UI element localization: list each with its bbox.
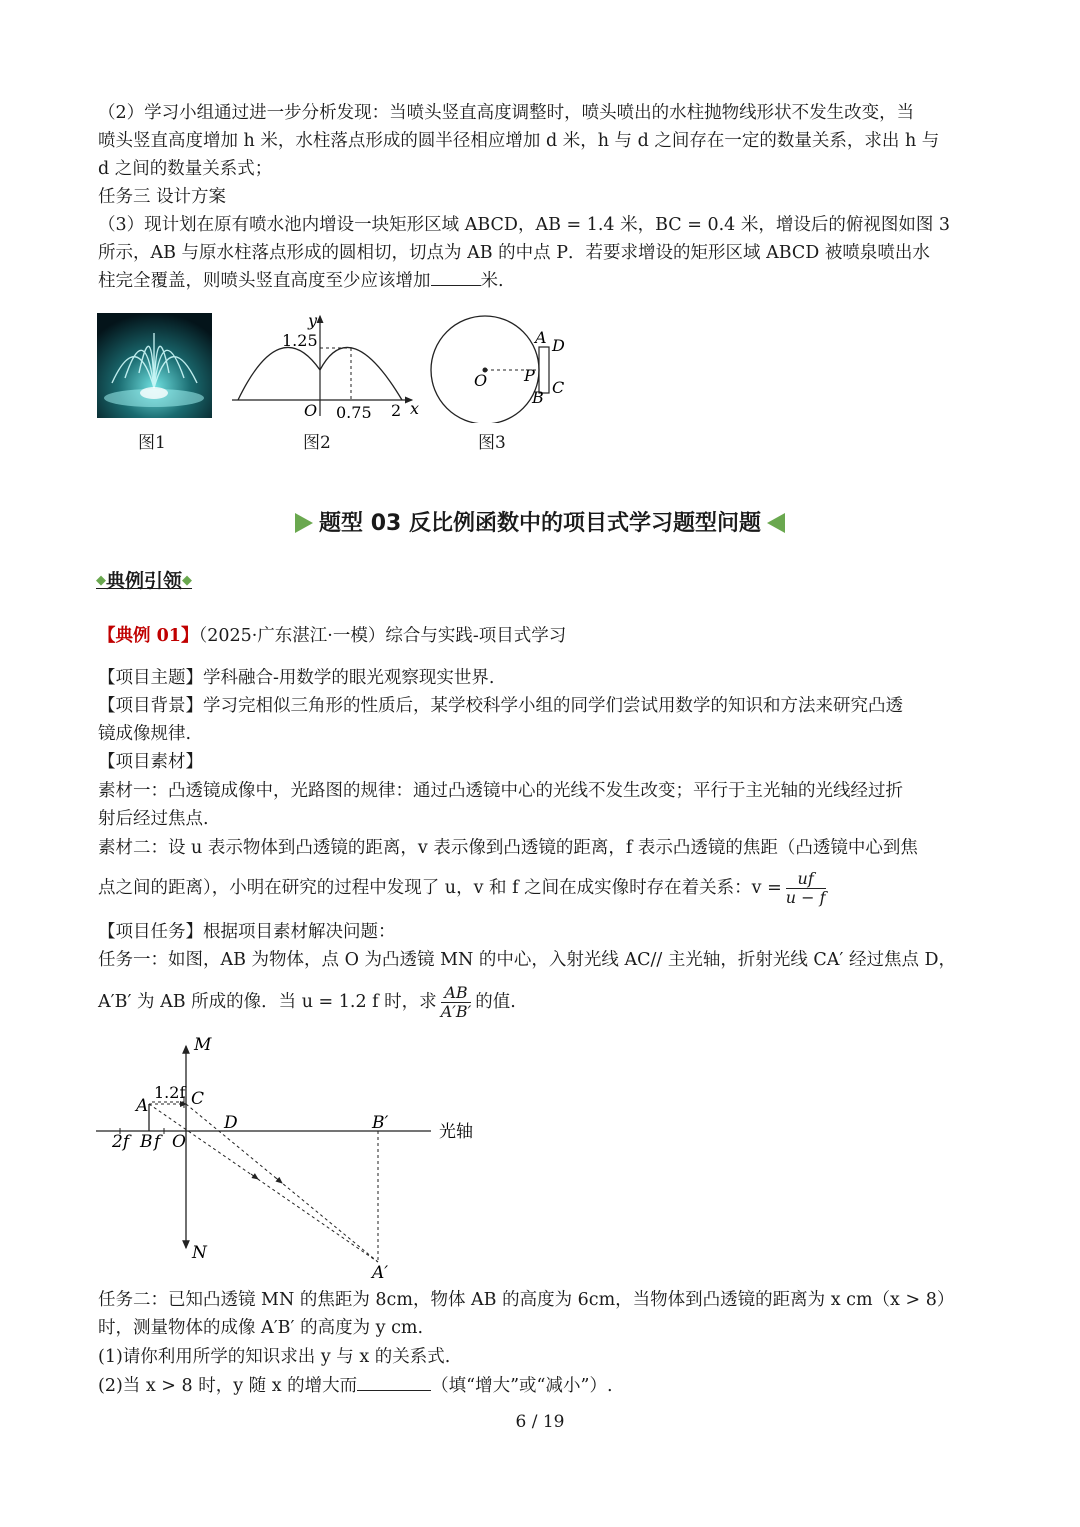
p2-line-2: 喷头竖直高度增加 h 米，水柱落点形成的圆半径相应增加 d 米，h 与 d 之间存在一定的数量关系，求出 h 与 [98,131,940,151]
label-O: O [172,1132,186,1152]
fig3-label-P: P [524,366,535,385]
lens-diagram [96,1034,496,1284]
triangle-right-icon [295,513,313,533]
fig3-label-D: D [552,336,565,355]
fig3-rectangle [539,347,549,393]
p3-line-2: 所示，AB 与原水柱落点形成的圆相切，切点为 AB 的中点 P．若要求增设的矩形区域 ABCD 被喷泉喷出水 [98,243,930,263]
example-source: （2025·广东湛江·一模）综合与实践-项目式学习 [198,626,567,646]
fig3-label-B: B [532,388,544,407]
fig2-graph [230,308,425,423]
fig3-label-O: O [474,371,488,390]
project-background-2: 镜成像规律. [98,724,192,744]
lens-formula [786,870,826,907]
material2-line-1: 素材二：设 u 表示物体到凸透镜的距离，v 表示像到凸透镜的距离，f 表示凸透镜的焦距（凸透镜中心到焦 [98,838,918,858]
project-background-1: 【项目背景】学习完相似三角形的性质后，某学校科学小组的同学们尝试用数学的知识和方法来研究凸透 [98,696,903,716]
fig2-caption: 图2 [303,433,331,453]
task3-heading: 任务三 设计方案 [98,187,227,207]
example-guide-text: 典例引领 [106,570,183,592]
label-A: A [136,1096,149,1116]
example-tag: 【典例 01】 [98,626,199,646]
project-material-head: 【项目素材】 [98,752,203,772]
label-B: B [140,1132,153,1152]
section-title [0,506,1080,537]
question-1: (1)请你利用所学的知识求出 y 与 x 的关系式. [98,1347,451,1367]
example-header [98,622,988,650]
ratio-fraction [441,984,472,1021]
p3-line-3-text: 柱完全覆盖，则喷头竖直高度至少应该增加 [98,271,431,291]
fig3-topview [426,308,576,423]
fig2-label-x2: 2 [391,401,402,420]
fig2-label-y: y [308,311,318,330]
example-guide-heading [96,566,192,593]
fig2-label-x: x [410,399,420,418]
fig2-label-x1: 0.75 [336,403,372,422]
diamond-icon: ◆ [182,573,193,588]
label-optical-axis: 光轴 [439,1122,473,1142]
label-N: N [192,1243,207,1263]
fountain-photo [97,313,212,418]
section-title-text: 题型 03 反比例函数中的项目式学习题型问题 [319,511,761,536]
task2-line-2: 时，测量物体的成像 A′B′ 的高度为 y cm. [98,1318,424,1338]
diamond-icon: ◆ [96,573,106,588]
material2-line-2-text: 点之间的距离），小明在研究的过程中发现了 u，v 和 f 之间在成实像时存在着关系：v = [98,878,782,898]
p3-line-1: （3）现计划在原有喷水池内增设一块矩形区域 ABCD，AB = 1.4 米，BC = 0.4 米，增设后的俯视图如图 3 [98,215,951,235]
lens-formula-den: u − f [785,888,826,907]
ratio-num: AB [441,984,472,1003]
label-C: C [191,1089,205,1109]
fig3-caption: 图3 [478,433,506,453]
task1-line-2-text: A′B′ 为 AB 所成的像．当 u = 1.2 f 时，求 [98,992,437,1012]
label-B-prime: B′ [372,1113,389,1133]
material2-line-2 [98,864,988,912]
fig3-label-C: C [552,378,565,397]
material1-line-1: 素材一：凸透镜成像中，光路图的规律：通过凸透镜中心的光线不发生改变；平行于主光轴的光线经过折 [98,781,903,801]
label-A-prime: A′ [372,1263,389,1283]
label-1-2f: 1.2f [154,1083,186,1102]
task1-line-1: 任务一：如图，AB 为物体，点 O 为凸透镜 MN 的中心，入射光线 AC// 主光轴，折射光线 CA′ 经过焦点 D， [98,950,957,970]
answer-blank-q2 [357,1390,431,1391]
p2-line-1: （2）学习小组通过进一步分析发现：当喷头竖直高度调整时，喷头喷出的水柱抛物线形状不发生改变，当 [98,103,915,123]
page-number: 6 / 19 [515,1412,565,1432]
project-theme: 【项目主题】学科融合-用数学的眼光观察现实世界. [98,668,495,688]
question-2-hint: （填“增大”或“减小”）. [431,1376,613,1396]
central-ray [149,1104,378,1262]
fig2-label-origin: O [304,401,318,420]
material1-line-2: 射后经过焦点. [98,809,209,829]
task2-line-1: 任务二：已知凸透镜 MN 的焦距为 8cm，物体 AB 的高度为 6cm，当物体到凸透镜的距离为 x cm（x > 8） [98,1290,955,1310]
answer-blank-3 [431,285,481,286]
label-f: f [154,1132,161,1152]
label-2f: 2f [112,1132,130,1152]
triangle-left-icon [767,513,785,533]
p2-line-3: d 之间的数量关系式； [98,159,273,179]
label-D: D [224,1113,238,1133]
ratio-den: A′B′ [440,1002,472,1021]
p3-line-3 [98,267,988,295]
question-2-text: (2)当 x > 8 时，y 随 x 的增大而 [98,1376,358,1396]
label-M: M [194,1035,212,1055]
fig2-label-peak: 1.25 [282,331,318,350]
task1-line-2 [98,978,988,1026]
project-task-head: 【项目任务】根据项目素材解决问题： [98,922,396,942]
fig3-label-A: A [535,328,547,347]
lens-formula-num: uf [786,870,826,889]
p3-line-3-end: 米. [480,271,504,291]
task1-line-2-end: 的值. [475,992,516,1012]
question-2 [98,1372,988,1400]
fig1-caption: 图1 [138,433,166,453]
